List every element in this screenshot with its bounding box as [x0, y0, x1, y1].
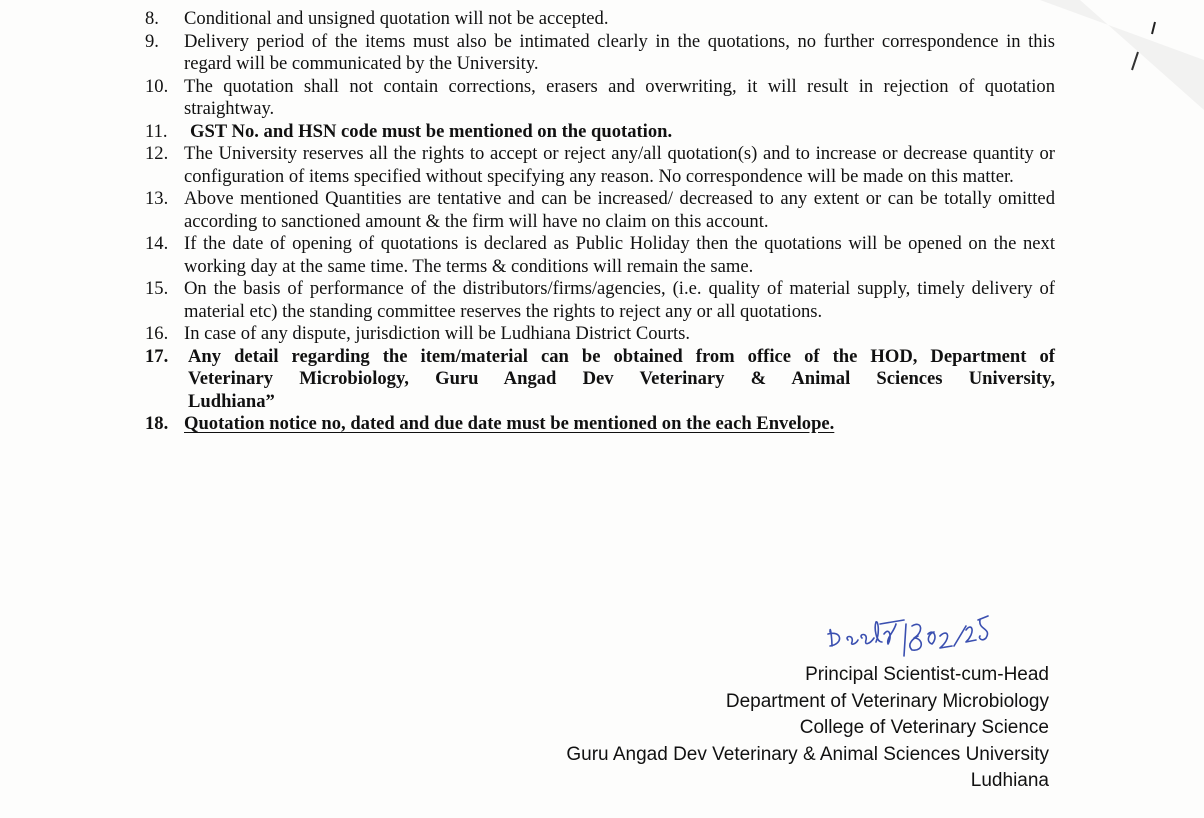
term-number: 8.	[145, 8, 159, 29]
city-name: Ludhiana	[970, 770, 1049, 791]
term-number: 14.	[145, 233, 169, 254]
term-item-18	[145, 413, 1055, 436]
term-number: 11.	[145, 120, 168, 142]
term-item-8	[145, 8, 1055, 31]
term-item-16	[145, 323, 1055, 346]
term-item-10	[145, 76, 1055, 121]
term-text-line-1: Any detail regarding the item/material can be obtained from office of the HOD, Department of	[188, 345, 1055, 367]
term-number: 10.	[145, 75, 169, 97]
terms-list	[145, 8, 1055, 436]
term-item-14	[145, 233, 1055, 278]
term-item-15	[145, 278, 1055, 323]
term-text: On the basis of performance of the distributors/firms/agencies, (i.e. quality of material supply, timely delivery of material etc) the standing committee reserves the rights to reject any or all quotations.	[184, 278, 1055, 322]
term-number: 17.	[145, 345, 169, 367]
term-number: 15.	[145, 278, 169, 299]
term-number: 18.	[145, 413, 169, 434]
term-text: The University reserves all the rights to accept or reject any/all quotation(s) and to increase or decrease quantity or configuration of items specified without specifying any reason. No correspondence will be made on this matter.	[184, 143, 1055, 187]
term-number: 13.	[145, 188, 169, 209]
designation: Principal Scientist-cum-Head	[805, 664, 1049, 685]
term-text-line-2: Veterinary Microbiology, Guru Angad Dev Veterinary & Animal Sciences University,	[188, 368, 1055, 389]
term-item-9	[145, 31, 1055, 76]
term-text: If the date of opening of quotations is declared as Public Holiday then the quotations will be opened on the next working day at the same time. The terms & conditions will remain the same.	[184, 233, 1055, 277]
term-text: In case of any dispute, jurisdiction will be Ludhiana District Courts.	[184, 323, 691, 344]
handwritten-signature	[820, 598, 1000, 664]
term-text	[184, 346, 1055, 414]
signature-block	[566, 662, 1049, 795]
term-number: 9.	[145, 30, 159, 52]
term-item-12	[145, 143, 1055, 188]
term-text: GST No. and HSN code must be mentioned on the quotation.	[190, 120, 673, 142]
term-item-13	[145, 188, 1055, 233]
term-number: 12.	[145, 143, 169, 164]
college-name: College of Veterinary Science	[799, 717, 1049, 738]
term-text: Above mentioned Quantities are tentative and can be increased/ decreased to any extent or can be totally omitted according to sanctioned amount & the firm will have no claim on this account.	[184, 188, 1055, 232]
term-number: 16.	[145, 323, 169, 344]
term-text: Conditional and unsigned quotation will not be accepted.	[184, 8, 609, 29]
term-item-11	[145, 121, 1055, 144]
term-text: The quotation shall not contain corrections, erasers and overwriting, it will result in rejection of quotation straightway.	[184, 75, 1055, 119]
term-text-line-3: Ludhiana”	[188, 390, 275, 412]
university-name: Guru Angad Dev Veterinary & Animal Sciences University	[566, 743, 1049, 765]
scan-artifact-mark	[1040, 0, 1204, 110]
department-name: Department of Veterinary Microbiology	[725, 690, 1049, 712]
term-item-17	[145, 346, 1055, 414]
term-text: Delivery period of the items must also be intimated clearly in the quotations, no further correspondence in this regard will be communicated by the University.	[184, 30, 1055, 74]
term-text: Quotation notice no, dated and due date must be mentioned on the each Envelope.	[184, 413, 835, 434]
